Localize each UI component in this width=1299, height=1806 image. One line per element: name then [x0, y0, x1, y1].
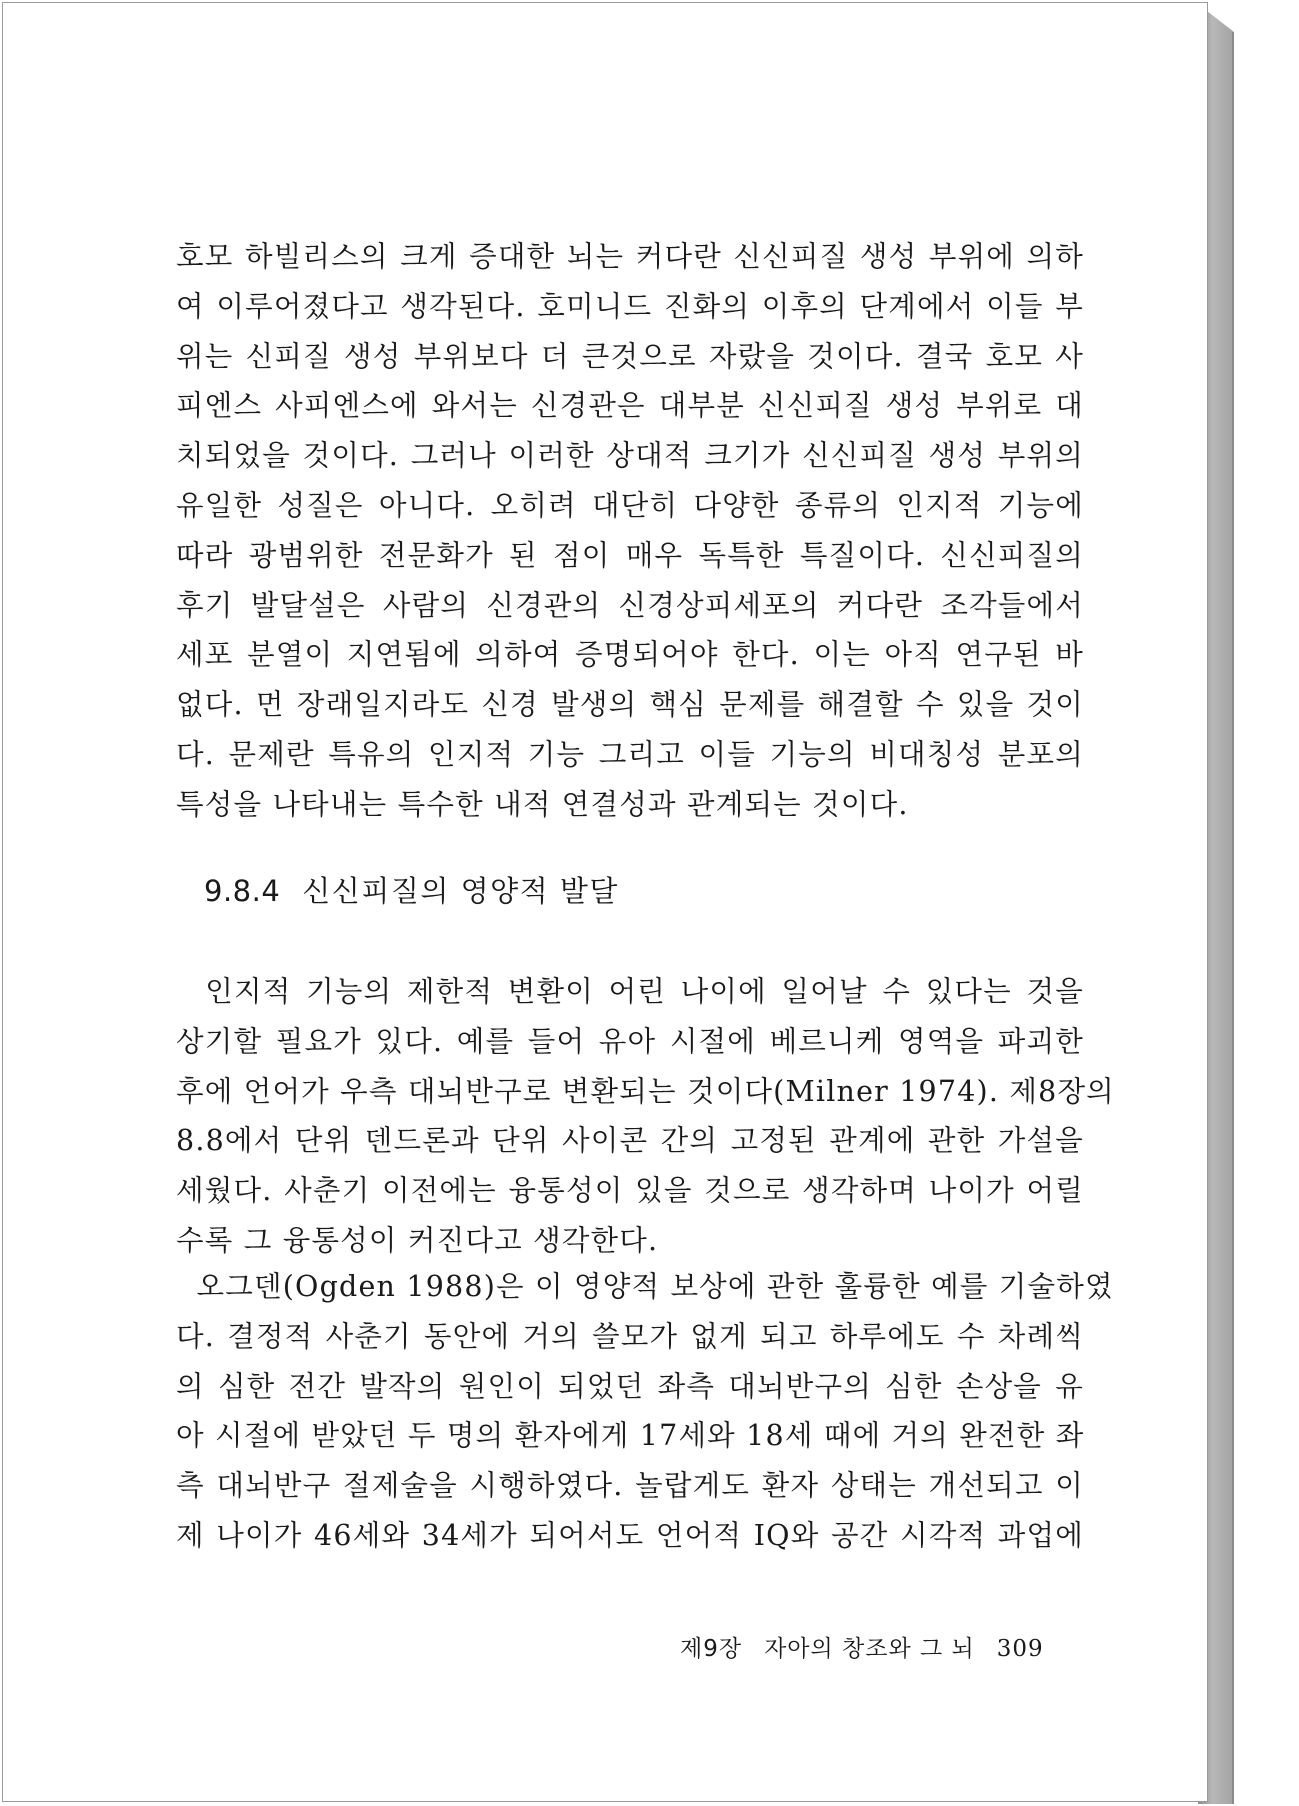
text-line: 다. 문제란 특유의 인지적 기능 그리고 이들 기능의 비대칭성 분포의 — [176, 737, 1084, 771]
text-line: 오그덴(Ogden 1988)은 이 영양적 보상에 관한 훌륭한 예를 기술하였 — [176, 1270, 1114, 1303]
text-line: 후기 발달설은 사람의 신경관의 신경상피세포의 커다란 조각들에서 — [176, 588, 1084, 622]
text-line: 피엔스 사피엔스에 와서는 신경관은 대부분 신신피질 생성 부위로 대 — [176, 389, 1084, 423]
section-number: 9.8.4 — [204, 874, 281, 908]
paragraph-3 — [176, 1262, 1114, 1561]
text-line: 제 나이가 46세와 34세가 되어서도 언어적 IQ와 공간 시각적 과업에 — [176, 1518, 1084, 1552]
text-line: 의 심한 전간 발작의 원인이 되었던 좌측 대뇌반구의 심한 손상을 유 — [176, 1369, 1084, 1403]
text-line: 아 시절에 받았던 두 명의 환자에게 17세와 18세 때에 거의 완전한 좌 — [176, 1419, 1085, 1453]
section-heading — [204, 869, 619, 910]
text-line: 여 이루어졌다고 생각된다. 호미니드 진화의 이후의 단계에서 이들 부 — [176, 289, 1084, 323]
text-line: 유일한 성질은 아니다. 오히려 대단히 다양한 종류의 인지적 기능에 — [176, 488, 1084, 522]
text-line: 다. 결정적 사춘기 동안에 거의 쓸모가 없게 되고 하루에도 수 차례씩 — [176, 1319, 1084, 1353]
paragraph-2 — [176, 967, 1115, 1266]
section-title: 신신피질의 영양적 발달 — [302, 874, 619, 908]
text-line: 세웠다. 사춘기 이전에는 융통성이 있을 것으로 생각하며 나이가 어릴 — [176, 1174, 1084, 1208]
footer-chapter: 제9장 — [680, 1636, 743, 1662]
text-line: 호모 하빌리스의 크게 증대한 뇌는 커다란 신신피질 생성 부위에 의하 — [176, 240, 1084, 273]
running-footer — [680, 1630, 1044, 1663]
text-line: 인지적 기능의 제한적 변환이 어린 나이에 일어날 수 있다는 것을 — [176, 975, 1084, 1008]
text-line: 수록 그 융통성이 커진다고 생각한다. — [176, 1223, 659, 1257]
page-stack-line — [1232, 32, 1234, 1804]
text-line: 따라 광범위한 전문화가 된 점이 매우 독특한 특질이다. 신신피질의 — [176, 538, 1084, 572]
text-line: 위는 신피질 생성 부위보다 더 큰것으로 자랐을 것이다. 결국 호모 사 — [176, 339, 1084, 373]
text-line: 특성을 나타내는 특수한 내적 연결성과 관계되는 것이다. — [176, 787, 909, 821]
text-line: 상기할 필요가 있다. 예를 들어 유아 시절에 베르니케 영역을 파괴한 — [176, 1024, 1084, 1058]
text-line: 측 대뇌반구 절제술을 시행하였다. 놀랍게도 환자 상태는 개선되고 이 — [176, 1469, 1084, 1503]
text-line: 8.8에서 단위 덴드론과 단위 사이콘 간의 고정된 관계에 관한 가설을 — [176, 1124, 1084, 1158]
text-line: 후에 언어가 우측 대뇌반구로 변환되는 것이다(Milner 1974). 제8장의 — [176, 1074, 1115, 1108]
text-line: 치되었을 것이다. 그러나 이러한 상대적 크기가 신신피질 생성 부위의 — [176, 439, 1084, 473]
text-line: 없다. 먼 장래일지라도 신경 발생의 핵심 문제를 해결할 수 있을 것이 — [176, 688, 1084, 722]
text-line: 세포 분열이 지연됨에 의하여 증명되어야 한다. 이는 아직 연구된 바 — [176, 638, 1084, 672]
page-number: 309 — [996, 1636, 1044, 1662]
paragraph-1 — [176, 232, 1084, 830]
footer-chapter-title: 자아의 창조와 그 뇌 — [764, 1636, 975, 1662]
